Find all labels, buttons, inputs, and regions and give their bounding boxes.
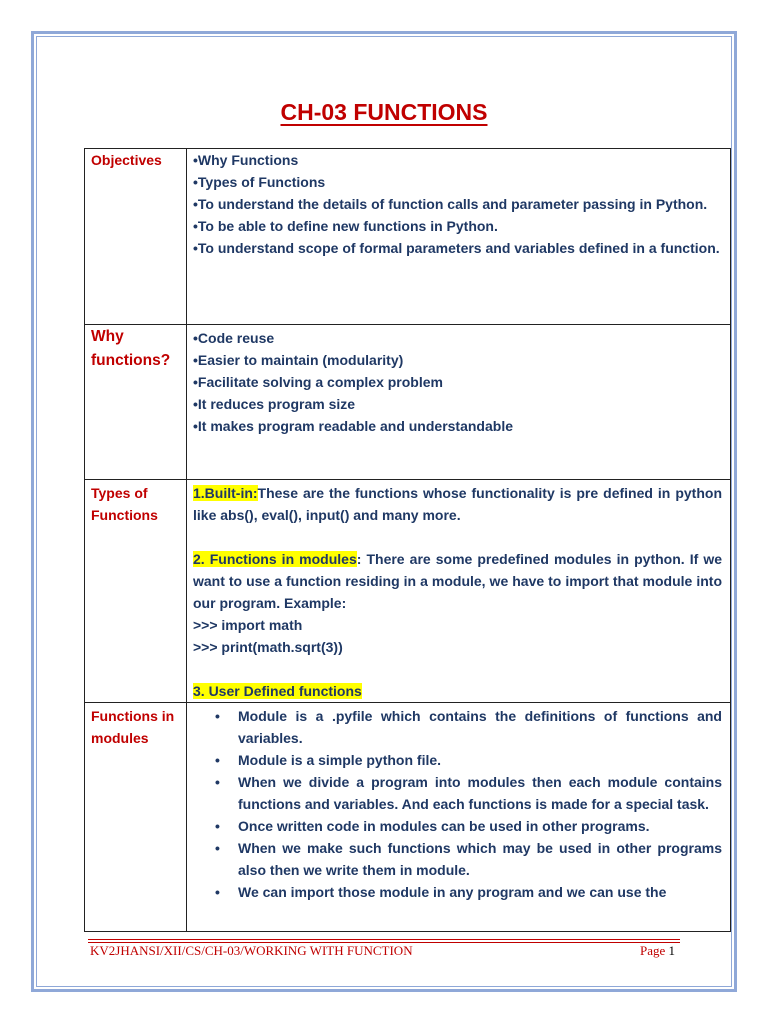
modules-bullet-container bbox=[193, 705, 722, 931]
spacer bbox=[193, 526, 722, 548]
table-row-why bbox=[85, 325, 731, 480]
table-row-types bbox=[85, 480, 731, 703]
objective-line: •Why Functions bbox=[193, 152, 299, 168]
builtin-text: These are the functions whose functionality is pre defined in python like abs(), eval(), input() and many more. bbox=[193, 485, 722, 523]
page-label: Page bbox=[640, 943, 666, 958]
list-item: • We can import those module in any program and we can use the bbox=[193, 881, 722, 903]
objective-line: •To understand the details of function calls and parameter passing in Python. bbox=[193, 196, 708, 212]
why-line: •Facilitate solving a complex problem bbox=[193, 374, 443, 390]
page-title: CH-03 FUNCTIONS bbox=[280, 99, 488, 125]
why-line: •Easier to maintain (modularity) bbox=[193, 352, 404, 368]
footer-page-number bbox=[640, 943, 675, 959]
row-content-types bbox=[187, 480, 731, 703]
objective-line: •To understand scope of formal parameters and variables defined in a function. bbox=[193, 240, 720, 256]
content-table bbox=[84, 148, 731, 932]
row-content-objectives bbox=[187, 149, 731, 325]
list-item: • Module is a .pyfile which contains the definitions of functions and variables. bbox=[193, 705, 722, 749]
why-line: •Code reuse bbox=[193, 330, 275, 346]
modules-bullet-list bbox=[193, 705, 722, 903]
why-line: •It makes program readable and understandable bbox=[193, 418, 513, 434]
builtin-paragraph bbox=[193, 482, 722, 526]
modules-heading: 2. Functions in modules bbox=[193, 551, 357, 567]
builtin-heading: 1.Built-in: bbox=[193, 485, 258, 501]
list-item: • When we divide a program into modules then each module contains functions and variables. And each functions is made for a special task. bbox=[193, 771, 722, 815]
objective-line: •To be able to define new functions in Python. bbox=[193, 218, 498, 234]
footer-course-path: KV2JHANSI/XII/CS/CH-03/WORKING WITH FUNCTION bbox=[90, 943, 413, 958]
user-defined-paragraph bbox=[193, 680, 722, 702]
page-number: 1 bbox=[668, 943, 676, 958]
why-line: •It reduces program size bbox=[193, 396, 356, 412]
list-item: • When we make such functions which may be used in other programs also then we write them in module. bbox=[193, 837, 722, 881]
list-item: • Once written code in modules can be used in other programs. bbox=[193, 815, 722, 837]
row-content-modules bbox=[187, 703, 731, 932]
row-label-modules: Functions in modules bbox=[85, 703, 187, 932]
list-item: • Module is a simple python file. bbox=[193, 749, 722, 771]
code-line: >>> import math bbox=[193, 617, 303, 633]
table-row-objectives bbox=[85, 149, 731, 325]
row-label-objectives: Objectives bbox=[85, 149, 187, 325]
row-label-why: Why functions? bbox=[85, 325, 187, 480]
row-label-types: Types of Functions bbox=[85, 480, 187, 703]
table-row-modules bbox=[85, 703, 731, 932]
modules-paragraph bbox=[193, 548, 722, 614]
user-defined-heading: 3. User Defined functions bbox=[193, 683, 362, 699]
objective-line: •Types of Functions bbox=[193, 174, 326, 190]
code-line: >>> print(math.sqrt(3)) bbox=[193, 639, 343, 655]
row-content-why bbox=[187, 325, 731, 480]
spacer bbox=[193, 658, 722, 680]
modules-text: : There are some predefined modules in python. If we want to use a function residing in a module, we have to import that module into our program. Example: bbox=[193, 551, 723, 611]
